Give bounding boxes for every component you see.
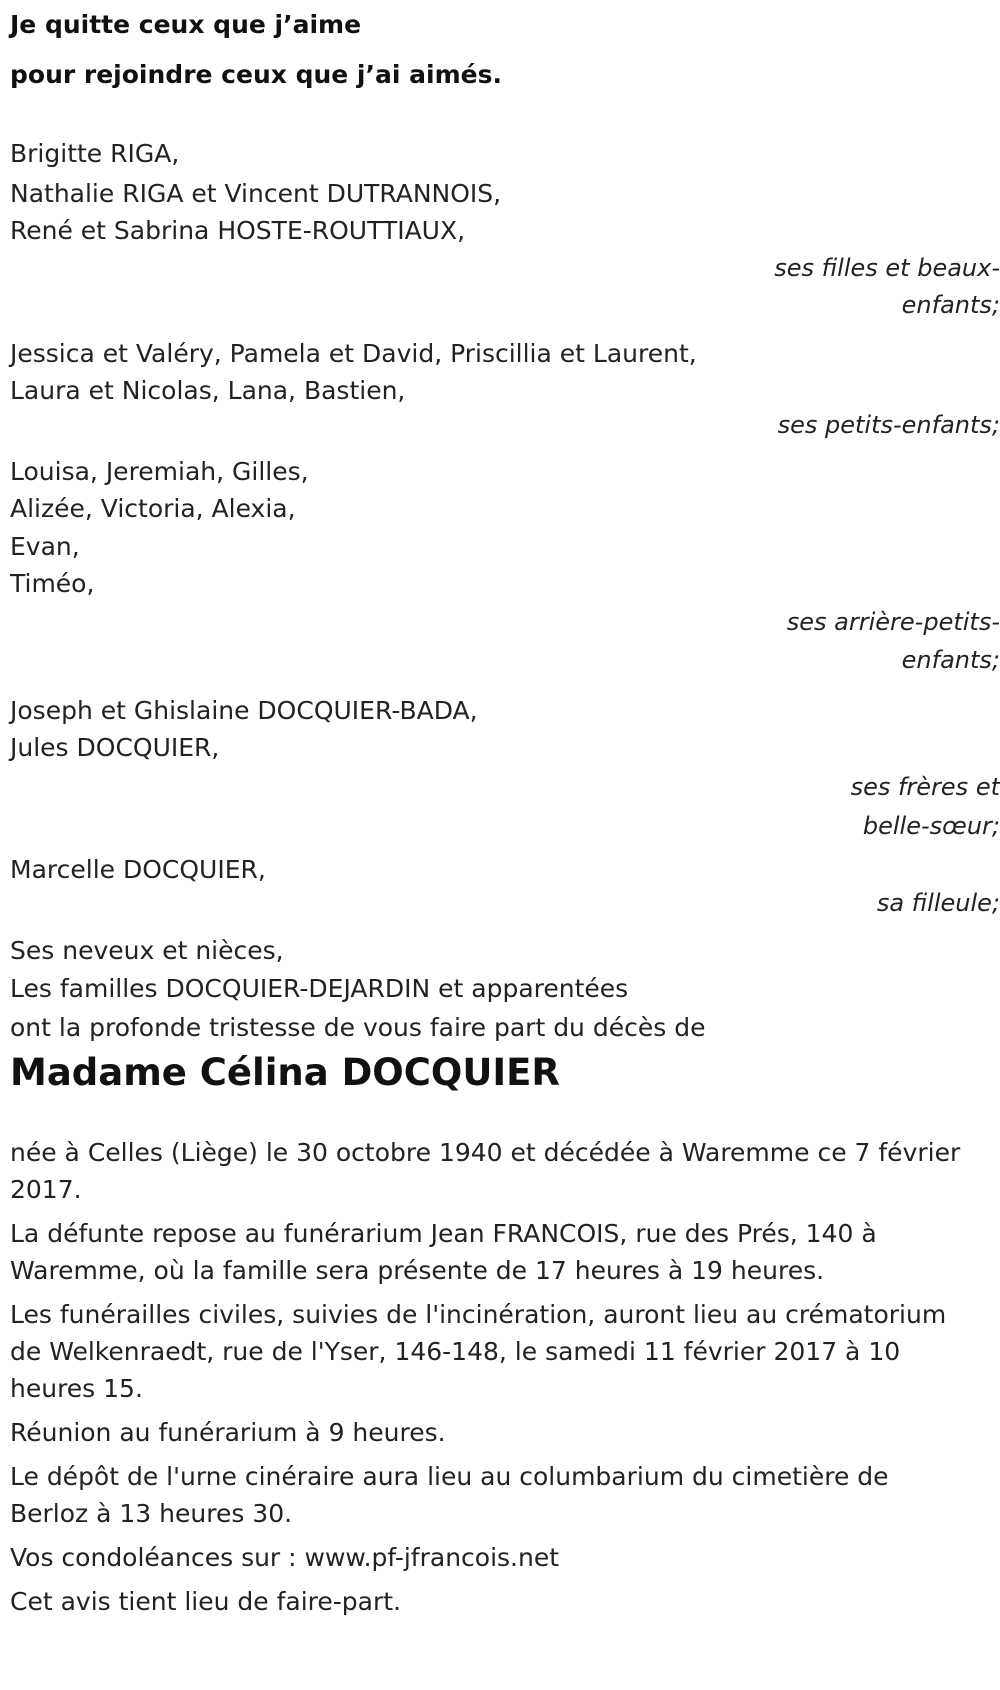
- family-group-great-grandchildren: [10, 454, 1000, 678]
- condolences-paragraph: Vos condoléances sur : www.pf-jfrancois.net: [10, 1543, 560, 1572]
- epigraph-line-1: Je quitte ceux que j’aime: [10, 10, 362, 39]
- urn-paragraph: Le dépôt de l'urne cinéraire aura lieu au columbarium du cimetière de Berloz à 13 heures 30.: [10, 1462, 889, 1528]
- family-name-line: Jessica et Valéry, Pamela et David, Priscillia et Laurent,: [10, 339, 697, 368]
- birth-death-paragraph: née à Celles (Liège) le 30 octobre 1940 et décédée à Waremme ce 7 février 2017.: [10, 1138, 961, 1204]
- family-group-siblings: [10, 692, 1000, 844]
- family-name-line: Jules DOCQUIER,: [10, 733, 220, 762]
- family-name-line: Les familles DOCQUIER-DEJARDIN et apparentées: [10, 974, 629, 1003]
- repose-paragraph: La défunte repose au funérarium Jean FRANCOIS, rue des Prés, 140 à Waremme, où la famille sera présente de 17 heures à 19 heures.: [10, 1219, 877, 1285]
- relation-label: ses petits-enfants;: [777, 411, 1000, 439]
- family-group-grandchildren: [10, 336, 1000, 440]
- relation-label: ses filles et beaux-: [774, 254, 1000, 282]
- family-name-line: Alizée, Victoria, Alexia,: [10, 494, 296, 523]
- family-name-line: Louisa, Jeremiah, Gilles,: [10, 457, 309, 486]
- family-name-line: Nathalie RIGA et Vincent DUTRANNOIS,: [10, 179, 502, 208]
- family-name-line: Marcelle DOCQUIER,: [10, 855, 266, 884]
- family-name-line: René et Sabrina HOSTE-ROUTTIAUX,: [10, 216, 466, 245]
- relation-label: ses arrière-petits-: [786, 608, 1000, 636]
- relation-label: belle-sœur;: [862, 812, 1000, 840]
- family-name-line: Ses neveux et nièces,: [10, 936, 284, 965]
- deceased-name: Madame Célina DOCQUIER: [10, 1051, 560, 1094]
- announcement-intro: ont la profonde tristesse de vous faire part du décès de: [10, 1013, 706, 1042]
- epigraph-line-2: pour rejoindre ceux que j’ai aimés.: [10, 60, 502, 89]
- meeting-paragraph: Réunion au funérarium à 9 heures.: [10, 1418, 446, 1447]
- family-name-line: Evan,: [10, 532, 80, 561]
- funeral-paragraph: Les funérailles civiles, suivies de l'incinération, auront lieu au crématorium de Welkenraedt, rue de l'Yser, 146-148, le samedi 11 février 2017 à 10 heures 15.: [10, 1300, 947, 1403]
- relation-label: sa filleule;: [876, 889, 1000, 917]
- family-group-daughters: [10, 134, 1000, 322]
- family-group-goddaughter: [10, 852, 1000, 918]
- family-name-line: Joseph et Ghislaine DOCQUIER-BADA,: [10, 696, 478, 725]
- relation-label: enfants;: [901, 646, 1000, 674]
- family-name-line: Laura et Nicolas, Lana, Bastien,: [10, 376, 406, 405]
- announcement-details: [10, 1134, 990, 1620]
- relation-label: enfants;: [901, 291, 1000, 319]
- relation-label: ses frères et: [850, 773, 1000, 801]
- family-group-others: [10, 932, 990, 1008]
- family-name-line: Timéo,: [10, 569, 95, 598]
- family-name-line: Brigitte RIGA,: [10, 139, 180, 168]
- notice-paragraph: Cet avis tient lieu de faire-part.: [10, 1587, 402, 1616]
